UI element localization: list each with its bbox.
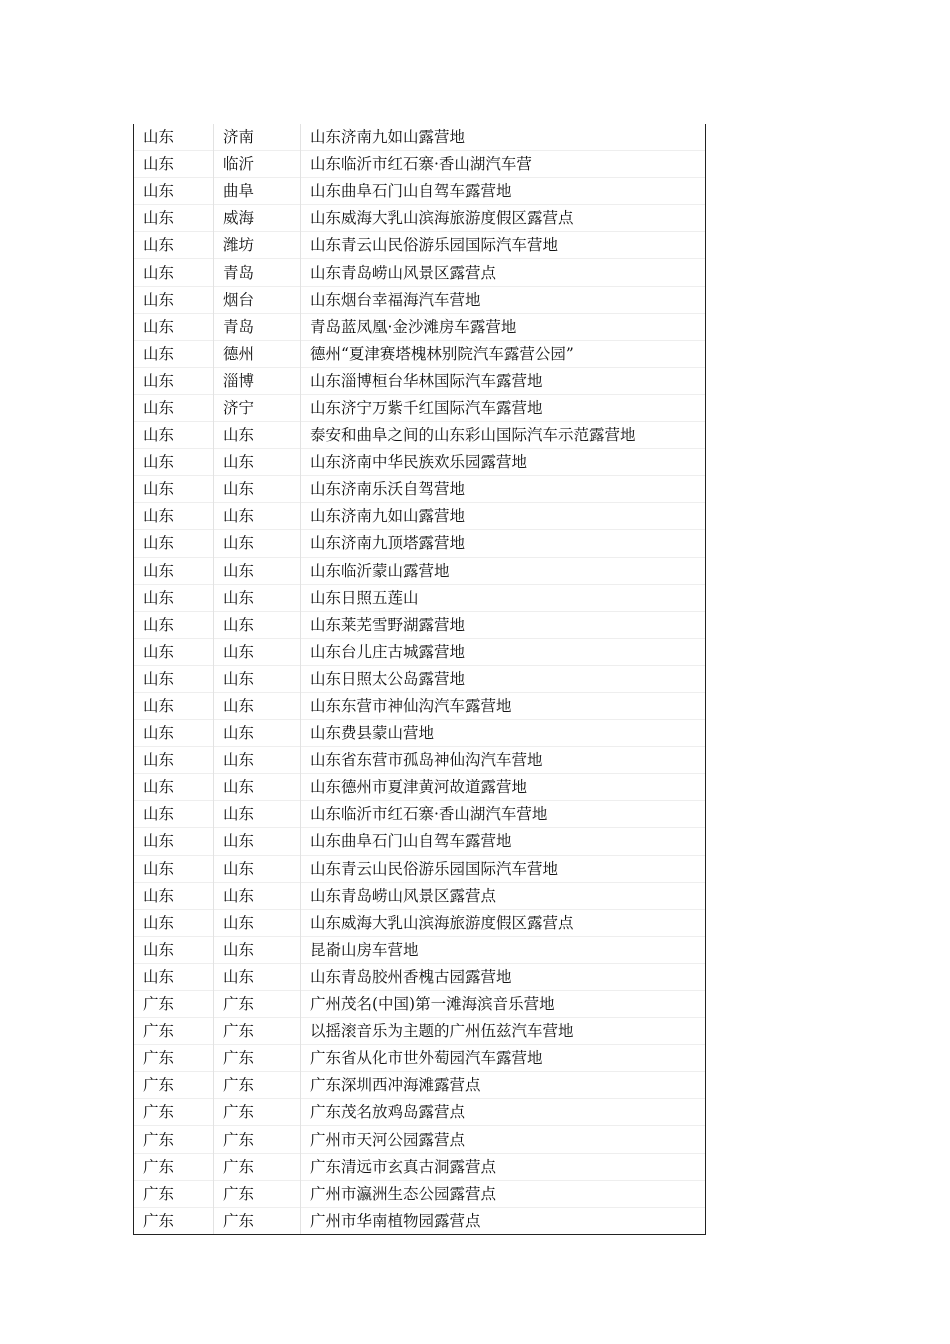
table-row [134, 828, 705, 855]
campsite-name-cell: 山东济南九如山露营地 [310, 128, 466, 147]
table-row [134, 313, 705, 340]
table-row [134, 1099, 705, 1126]
province-cell: 山东 [134, 801, 214, 828]
campsite-name-cell: 山东费县蒙山营地 [301, 720, 706, 747]
table-row [134, 1207, 705, 1234]
city-cell: 山东 [214, 936, 301, 963]
campsite-name-cell: 广东省从化市世外萄园汽车露营地 [301, 1045, 706, 1072]
province-cell: 山东 [134, 665, 214, 692]
province-cell: 山东 [134, 449, 214, 476]
city-cell: 广东 [214, 1153, 301, 1180]
province-cell: 山东 [134, 611, 214, 638]
campsite-name-cell: 山东济南九顶塔露营地 [301, 530, 706, 557]
province-cell: 山东 [134, 828, 214, 855]
province-cell: 山东 [134, 394, 214, 421]
table-row [134, 1153, 705, 1180]
province-cell: 广东 [134, 1072, 214, 1099]
campsite-name-cell: 广东清远市玄真古洞露营点 [301, 1153, 706, 1180]
city-cell: 山东 [214, 422, 301, 449]
province-cell: 山东 [134, 503, 214, 530]
campsite-name-cell: 山东威海大乳山滨海旅游度假区露营点 [301, 909, 706, 936]
city-cell: 广东 [214, 1207, 301, 1234]
campsite-table [133, 124, 706, 1235]
table-row [134, 394, 705, 421]
province-cell: 山东 [134, 774, 214, 801]
city-cell: 广东 [214, 1126, 301, 1153]
province-cell: 山东 [134, 963, 214, 990]
province-cell: 山东 [134, 259, 214, 286]
table-row [134, 909, 705, 936]
table-row [134, 530, 705, 557]
province-cell: 山东 [134, 422, 214, 449]
campsite-name-cell: 山东济南乐沃自驾营地 [301, 476, 706, 503]
campsite-name-cell: 广州茂名(中国)第一滩海滨音乐营地 [301, 991, 706, 1018]
city-cell: 山东 [214, 855, 301, 882]
table-row [134, 205, 705, 232]
campsite-name-cell: 山东莱芜雪野湖露营地 [301, 611, 706, 638]
table-row [134, 720, 705, 747]
city-cell: 济南 [214, 124, 301, 151]
city-cell: 广东 [214, 1180, 301, 1207]
campsite-name-cell: 德州“夏津赛塔槐林别院汽车露营公园” [301, 340, 706, 367]
table-row [134, 367, 705, 394]
city-cell: 德州 [214, 340, 301, 367]
province-cell: 广东 [134, 1180, 214, 1207]
province-cell: 山东 [134, 476, 214, 503]
city-cell: 山东 [214, 611, 301, 638]
table-row [134, 1018, 705, 1045]
table-row [134, 692, 705, 719]
province-cell: 山东 [134, 286, 214, 313]
table-row [134, 801, 705, 828]
table-row [134, 774, 705, 801]
city-cell: 山东 [214, 503, 301, 530]
campsite-name-cell: 山东济南中华民族欢乐园露营地 [301, 449, 706, 476]
campsite-name-cell: 山东淄博桓台华林国际汽车露营地 [301, 367, 706, 394]
city-cell: 广东 [214, 991, 301, 1018]
province-cell: 广东 [134, 1045, 214, 1072]
campsite-name-cell: 山东济南九如山露营地 [301, 503, 706, 530]
city-cell: 山东 [214, 665, 301, 692]
province-cell: 山东 [134, 178, 214, 205]
table-body [134, 124, 705, 1234]
province-cell: 山东 [134, 124, 214, 151]
city-cell: 山东 [214, 638, 301, 665]
city-cell: 山东 [214, 557, 301, 584]
table-row [134, 1180, 705, 1207]
campsite-name-cell: 山东临沂蒙山露营地 [301, 557, 706, 584]
province-cell: 山东 [134, 367, 214, 394]
province-cell: 山东 [134, 936, 214, 963]
province-cell: 广东 [134, 1207, 214, 1234]
campsite-name-cell: 青岛蓝凤凰·金沙滩房车露营地 [301, 313, 706, 340]
campsite-name-cell: 山东曲阜石门山自驾车露营地 [301, 828, 706, 855]
campsite-name-cell: 广东茂名放鸡岛露营点 [301, 1099, 706, 1126]
campsite-name-cell: 山东临沂市红石寨·香山湖汽车营 [301, 151, 706, 178]
province-cell: 山东 [134, 747, 214, 774]
city-cell: 曲阜 [214, 178, 301, 205]
province-cell: 广东 [134, 1099, 214, 1126]
campsite-name-cell: 广州市天河公园露营点 [301, 1126, 706, 1153]
province-cell: 山东 [134, 313, 214, 340]
province-cell: 山东 [134, 557, 214, 584]
city-cell: 山东 [214, 449, 301, 476]
campsite-name-cell: 山东日照五莲山 [301, 584, 706, 611]
table-row [134, 449, 705, 476]
province-cell: 山东 [134, 882, 214, 909]
table-row [134, 340, 705, 367]
campsite-name-cell: 山东青岛崂山风景区露营点 [301, 259, 706, 286]
city-cell: 广东 [214, 1072, 301, 1099]
city-cell: 山东 [214, 530, 301, 557]
city-cell: 济宁 [214, 394, 301, 421]
province-cell: 山东 [134, 340, 214, 367]
province-cell: 山东 [134, 530, 214, 557]
province-cell: 广东 [134, 991, 214, 1018]
campsite-name-cell: 山东德州市夏津黄河故道露营地 [301, 774, 706, 801]
campsite-name-cell: 山东威海大乳山滨海旅游度假区露营点 [301, 205, 706, 232]
table-row [134, 1126, 705, 1153]
campsite-name-cell: 泰安和曲阜之间的山东彩山国际汽车示范露营地 [301, 422, 706, 449]
province-cell: 山东 [134, 720, 214, 747]
table-row [134, 124, 705, 151]
city-cell: 山东 [214, 909, 301, 936]
table-row [134, 151, 705, 178]
city-cell: 临沂 [214, 151, 301, 178]
table-row [134, 232, 705, 259]
table-row [134, 936, 705, 963]
city-cell: 山东 [214, 584, 301, 611]
city-cell: 青岛 [214, 313, 301, 340]
campsite-name-cell: 山东烟台幸福海汽车营地 [301, 286, 706, 313]
province-cell: 山东 [134, 584, 214, 611]
province-cell: 广东 [134, 1018, 214, 1045]
province-cell: 广东 [134, 1153, 214, 1180]
table-row [134, 638, 705, 665]
city-cell: 山东 [214, 882, 301, 909]
city-cell: 威海 [214, 205, 301, 232]
campsite-name-cell: 山东台儿庄古城露营地 [301, 638, 706, 665]
campsite-name-cell: 广州市华南植物园露营点 [301, 1207, 706, 1234]
campsite-name-cell: 山东日照太公岛露营地 [301, 665, 706, 692]
province-cell: 山东 [134, 692, 214, 719]
city-cell: 山东 [214, 801, 301, 828]
campsite-name-cell: 山东青云山民俗游乐园国际汽车营地 [301, 855, 706, 882]
city-cell: 广东 [214, 1099, 301, 1126]
city-cell: 烟台 [214, 286, 301, 313]
city-cell: 山东 [214, 828, 301, 855]
province-cell: 山东 [134, 205, 214, 232]
campsite-name-cell: 山东曲阜石门山自驾车露营地 [301, 178, 706, 205]
table-row [134, 422, 705, 449]
table-row [134, 963, 705, 990]
table-row [134, 1072, 705, 1099]
city-cell: 山东 [214, 720, 301, 747]
table-row [134, 882, 705, 909]
table-row [134, 476, 705, 503]
campsite-name-cell: 以摇滚音乐为主题的广州伍兹汽车营地 [301, 1018, 706, 1045]
city-cell: 广东 [214, 1018, 301, 1045]
city-cell: 潍坊 [214, 232, 301, 259]
table-row [134, 991, 705, 1018]
city-cell: 山东 [214, 774, 301, 801]
campsite-name-cell: 广东深圳西冲海滩露营点 [301, 1072, 706, 1099]
table-row [134, 503, 705, 530]
campsite-name-cell: 山东济宁万紫千红国际汽车露营地 [301, 394, 706, 421]
campsite-name-cell: 山东东营市神仙沟汽车露营地 [301, 692, 706, 719]
table-row [134, 1045, 705, 1072]
province-cell: 广东 [134, 1126, 214, 1153]
city-cell: 山东 [214, 692, 301, 719]
city-cell: 广东 [214, 1045, 301, 1072]
campsite-name-cell: 山东青岛胶州香槐古园露营地 [301, 963, 706, 990]
table-row [134, 747, 705, 774]
campsite-name-cell: 山东青岛崂山风景区露营点 [301, 882, 706, 909]
campsite-name-cell: 山东临沂市红石寨·香山湖汽车营地 [301, 801, 706, 828]
table-row [134, 855, 705, 882]
province-cell: 山东 [134, 638, 214, 665]
city-cell: 淄博 [214, 367, 301, 394]
campsite-name-cell: 山东省东营市孤岛神仙沟汽车营地 [301, 747, 706, 774]
campsite-name-cell: 广州市瀛洲生态公园露营点 [301, 1180, 706, 1207]
table-row [134, 557, 705, 584]
table-row [134, 611, 705, 638]
province-cell: 山东 [134, 855, 214, 882]
city-cell: 青岛 [214, 259, 301, 286]
city-cell: 山东 [214, 476, 301, 503]
province-cell: 山东 [134, 909, 214, 936]
city-cell: 山东 [214, 963, 301, 990]
campsite-name-cell: 昆嵛山房车营地 [301, 936, 706, 963]
table-row [134, 259, 705, 286]
table-row [134, 286, 705, 313]
province-cell: 山东 [134, 232, 214, 259]
province-cell: 山东 [134, 151, 214, 178]
table-row [134, 178, 705, 205]
table-row [134, 665, 705, 692]
city-cell: 山东 [214, 747, 301, 774]
table-row [134, 584, 705, 611]
campsite-name-cell: 山东青云山民俗游乐园国际汽车营地 [301, 232, 706, 259]
